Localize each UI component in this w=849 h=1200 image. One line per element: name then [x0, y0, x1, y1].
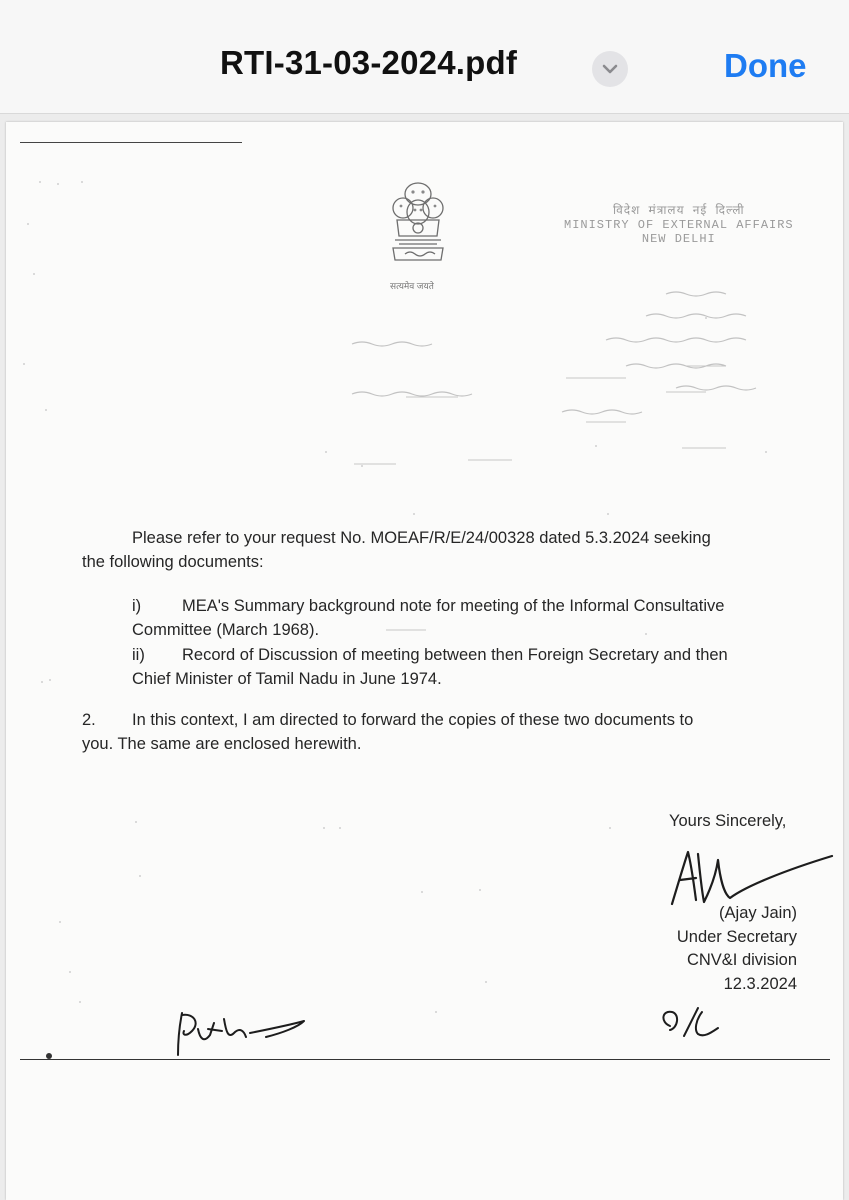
chevron-down-icon [602, 63, 618, 75]
initials-mark [170, 1009, 310, 1059]
list-item-number: i) [132, 597, 142, 615]
paragraph-context [82, 708, 812, 756]
emblem-motto: सत्यमेव जयते [390, 281, 434, 291]
closing-salutation: Yours Sincerely, [669, 812, 787, 830]
signatory-name: (Ajay Jain) [719, 904, 797, 922]
list-item-line1: MEA's Summary background note for meeting of the Informal Consultative [182, 597, 725, 615]
initials-mark [654, 1002, 734, 1046]
viewer-toolbar [0, 0, 849, 114]
paragraph2-line2: you. The same are enclosed herewith. [82, 735, 362, 753]
paragraph1-line2: the following documents: [82, 553, 264, 571]
pdf-page [6, 122, 843, 1200]
bottom-mark [46, 1053, 52, 1059]
list-item [132, 643, 832, 691]
document-viewport[interactable] [0, 114, 849, 1200]
ministry-header [564, 204, 794, 246]
signature-date: 12.3.2024 [723, 974, 797, 993]
paragraph1-line1: Please refer to your request No. MOEAF/R/E/24/00328 dated 5.3.2024 seeking [132, 529, 711, 547]
document-title[interactable]: RTI-31-03-2024.pdf [220, 44, 518, 81]
list-item-number: ii) [132, 646, 145, 664]
national-emblem-icon [383, 178, 453, 278]
ministry-city: NEW DELHI [641, 232, 716, 246]
paragraph-number: 2. [82, 711, 96, 729]
signatory-division: CNV&I division [686, 951, 797, 969]
title-menu-button[interactable] [592, 51, 628, 87]
list-item-line2: Chief Minister of Tamil Nadu in June 1974. [132, 670, 442, 688]
paragraph-request [82, 526, 812, 574]
signatory-title: Under Secretary [676, 927, 797, 946]
list-item-line2: Committee (March 1968). [132, 621, 320, 639]
done-button[interactable]: Done [724, 47, 807, 84]
bottom-rule [20, 1059, 830, 1060]
signatory-block [677, 902, 797, 996]
list-item-line1: Record of Discussion of meeting between then Foreign Secretary and then [182, 646, 728, 664]
ministry-english: MINISTRY OF EXTERNAL AFFAIRS [564, 218, 794, 232]
paragraph2-line1: In this context, I am directed to forward the copies of these two documents to [132, 711, 694, 729]
list-item [132, 594, 832, 642]
ministry-hindi: विदेश मंत्रालय नई दिल्ली [613, 204, 745, 218]
